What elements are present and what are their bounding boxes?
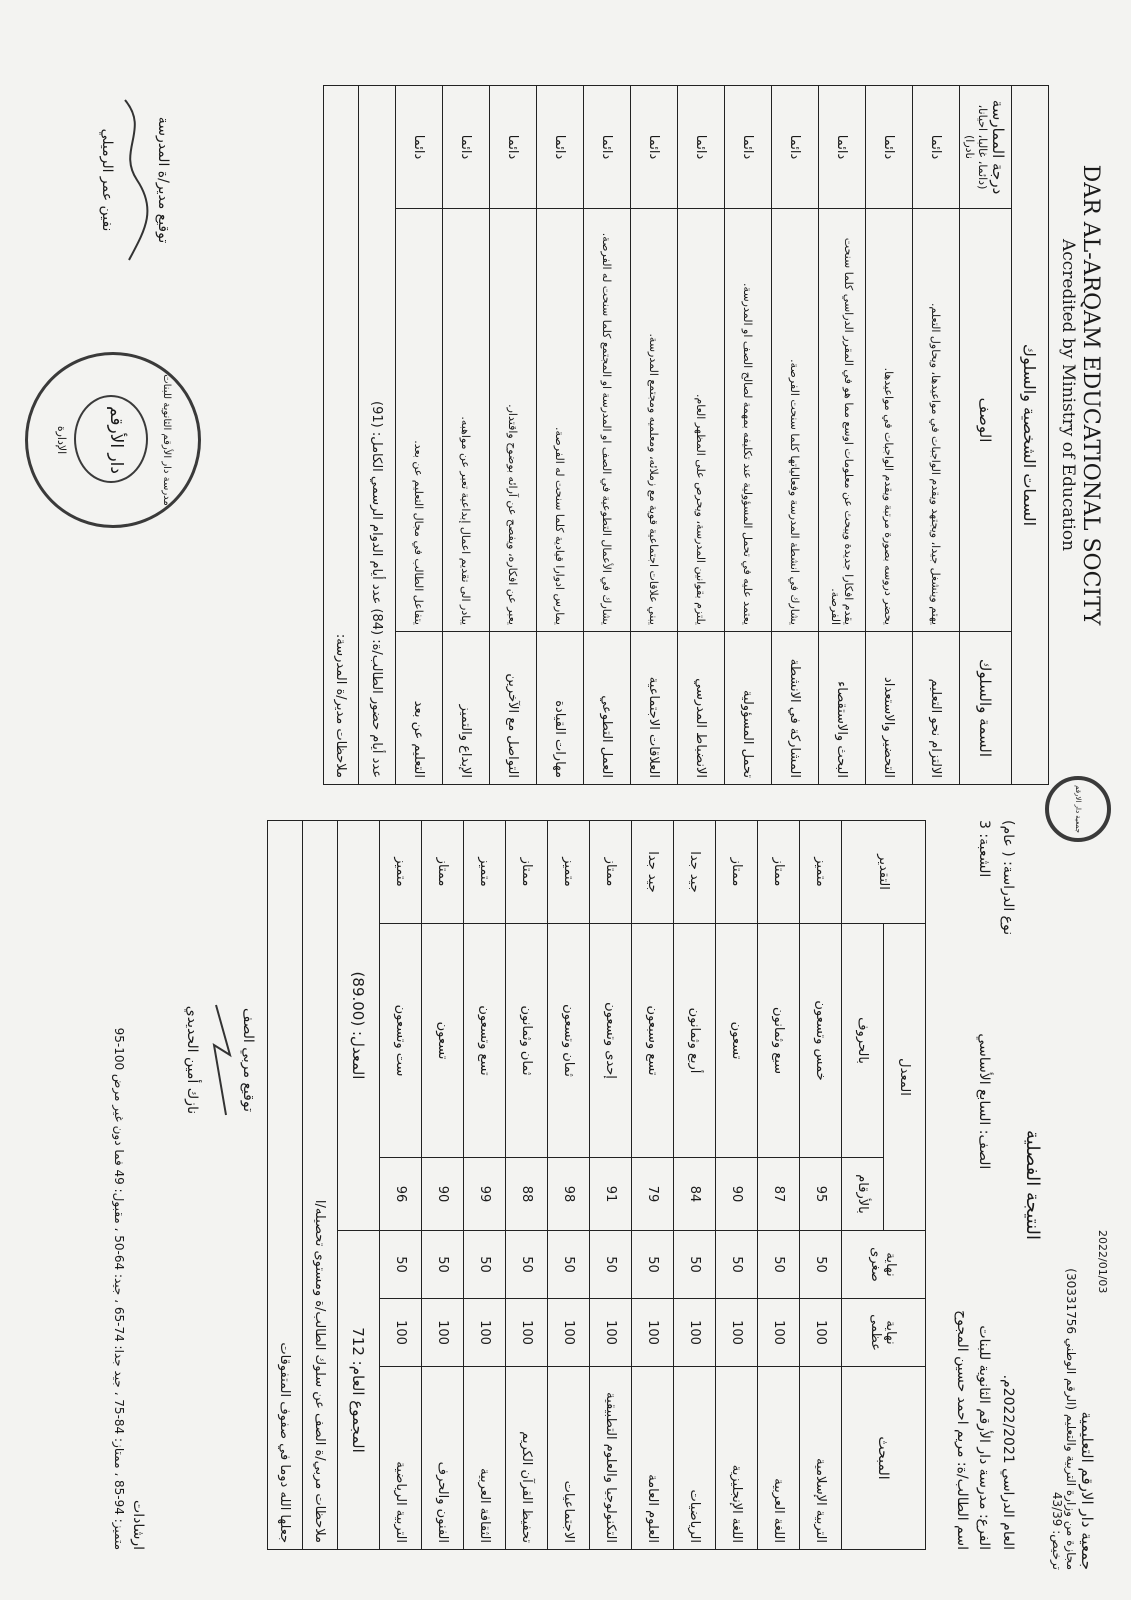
max-cell: 100 [548, 1299, 590, 1367]
grade-cell: متميز [548, 821, 590, 924]
stamp-bottom-text: الإدارة [55, 425, 68, 455]
min-cell: 50 [716, 1231, 758, 1299]
header-en [1058, 95, 1103, 695]
behavior-desc: يعتمد عليه في تحمل المسؤولية عند تكليفه بمهمة لصالح الصف او المدرسة. [725, 209, 772, 632]
grade-cell: جيد جدا [632, 821, 674, 924]
behavior-trait: العمل التطوعي [584, 632, 631, 785]
grade-row [632, 821, 674, 1550]
behavior-desc: يتفاعل الطالب في مجال التعليم عن بعد. [396, 209, 443, 632]
col-subject: المبحث [842, 1367, 926, 1550]
grade-row [380, 821, 422, 1550]
grade-cell: ممتاز [590, 821, 632, 924]
digits-cell: 99 [464, 1158, 506, 1231]
grade-cell: ممتاز [716, 821, 758, 924]
behavior-trait: التواصل مع الآخرين [490, 632, 537, 785]
behavior-degree: دائما [537, 86, 584, 209]
col-max: نهاية عظمى [842, 1299, 926, 1367]
behavior-degree: دائما [772, 86, 819, 209]
behavior-degree: دائما [443, 86, 490, 209]
max-cell: 100 [590, 1299, 632, 1367]
behavior-degree: دائما [678, 86, 725, 209]
behavior-trait: التعليم عن بعد [396, 632, 443, 785]
col-digits: بالأرقام [842, 1158, 884, 1231]
col-degree [960, 86, 1012, 209]
stamp-top-text: مدرسة دار الأرقم الثانوية للبنات [161, 374, 172, 506]
digits-cell: 95 [800, 1158, 842, 1231]
max-cell: 100 [380, 1299, 422, 1367]
max-cell: 100 [674, 1299, 716, 1367]
grade-rows [380, 821, 842, 1550]
behavior-degree: دائما [725, 86, 772, 209]
behavior-desc: يشارك في الأعمال التطوعية في الصف او المدرسة او المجتمع كلما سنحت له الفرصة. [584, 209, 631, 632]
subject-cell: الفنون والحرف [422, 1367, 464, 1550]
col-degree-sub: (دائما، غالبا، احيانا، نادرا) [963, 104, 990, 190]
letters-cell: أربع وثمانون [674, 924, 716, 1158]
signature-scribble-icon [115, 90, 155, 270]
org-name-en: DAR AL-ARQAM EDUCATIONAL SOCITY [1078, 164, 1103, 626]
academic-year: العام الدراسي 2022/2021م. [1000, 1374, 1016, 1550]
behavior-desc: يحضر دروسه بصورة مرتبة ويقدم الواجبات في مواعيدها. [866, 209, 913, 632]
subject-cell: الاجتماعيات [548, 1367, 590, 1550]
letters-cell: إحدى وتسعون [590, 924, 632, 1158]
behavior-degree: دائما [819, 86, 866, 209]
subject-cell: التربية الرياضية [380, 1367, 422, 1550]
behavior-trait: مهارات القيادة [537, 632, 584, 785]
letters-cell: ست وتسعون [380, 924, 422, 1158]
grade-cell: جيد جدا [674, 821, 716, 924]
branch-name: الفرع: مدرسة دار الأرقم الثانوية للبنات [976, 1325, 992, 1550]
min-cell: 50 [380, 1231, 422, 1299]
max-cell: 100 [506, 1299, 548, 1367]
stamp-center-text: دار الأرقم [106, 406, 126, 474]
subject-cell: تحفيظ القرآن الكريم [506, 1367, 548, 1550]
total-score: المجموع العام: 712 [338, 1231, 380, 1550]
behavior-trait: التحضير والاستعداد [866, 632, 913, 785]
digits-cell: 96 [380, 1158, 422, 1231]
digits-cell: 98 [548, 1158, 590, 1231]
letters-cell: تسع وسبعون [632, 924, 674, 1158]
min-cell: 50 [590, 1231, 632, 1299]
subject-cell: التربية الإسلامية [800, 1367, 842, 1550]
behavior-rows [396, 86, 960, 785]
col-letters: بالحروف [842, 924, 884, 1158]
grade-row [422, 821, 464, 1550]
accreditation-ar: مجازة من وزارة التربية والتعليم (الرقم الوطني 30331756) [1064, 1268, 1078, 1570]
min-cell: 50 [758, 1231, 800, 1299]
behavior-row [913, 86, 960, 785]
max-cell: 100 [422, 1299, 464, 1367]
grade-cell: متميز [380, 821, 422, 924]
grade-row [716, 821, 758, 1550]
letters-cell: ثمان وتسعون [548, 924, 590, 1158]
subject-cell: العلوم العامة [632, 1367, 674, 1550]
behavior-degree: دائما [631, 86, 678, 209]
section-number: الشعبة: 3 [976, 820, 992, 878]
behavior-panel [323, 85, 1049, 785]
col-degree-label: درجة الممارسة [989, 99, 1008, 195]
grade-row [800, 821, 842, 1550]
max-cell: 100 [716, 1299, 758, 1367]
behavior-row [819, 86, 866, 785]
grades-table [267, 820, 926, 1550]
school-notes: ملاحظات مدير/ة المدرسة: [324, 86, 359, 785]
behavior-row [725, 86, 772, 785]
grades-panel [954, 820, 1043, 1550]
grades-table-wrap [267, 820, 926, 1550]
behavior-trait: العلاقات الاجتماعية [631, 632, 678, 785]
accreditation-en: Accredited by Ministry of Education [1058, 238, 1078, 552]
grade-row [674, 821, 716, 1550]
grade-row [758, 821, 800, 1550]
behavior-desc: يمارس ادوارا قيادية كلما سنحت له الفرصة. [537, 209, 584, 632]
grade-cell: ممتاز [758, 821, 800, 924]
grade-row [464, 821, 506, 1550]
teacher-signature [184, 950, 256, 1170]
behavior-desc: يشارك في انشطة المدرسة وفعالياتها كلما سنحت الفرصة. [772, 209, 819, 632]
behavior-desc: يعبر عن افكاره، ويفصح عن آرائه بوضوح واقتدار. [490, 209, 537, 632]
behavior-table [323, 85, 1049, 785]
behavior-row [772, 86, 819, 785]
min-cell: 50 [422, 1231, 464, 1299]
teacher-notes-text: جعلها الله دوما في صفوف المتفوقات [268, 821, 303, 1550]
behavior-row [396, 86, 443, 785]
behavior-desc: يهتم وينشغل جيدا، ويجتهد ويقدم الواجبات في مواعيدها، ويحاول التعلم. [913, 209, 960, 632]
letters-cell: تسعون [422, 924, 464, 1158]
subject-cell: التكنولوجيا والعلوم التطبيقية [590, 1367, 632, 1550]
grade-level: الصف: السابع الأساسي [976, 1033, 992, 1170]
behavior-row [631, 86, 678, 785]
col-min: نهاية صغرى [842, 1231, 926, 1299]
min-cell: 50 [674, 1231, 716, 1299]
behavior-trait: الإبداع والتميز [443, 632, 490, 785]
letters-cell: تسع وتسعون [464, 924, 506, 1158]
principal-signature [99, 80, 171, 280]
average-score: المعدل: (89.00) [338, 821, 380, 1231]
behavior-row [443, 86, 490, 785]
teacher-name: نازك أمين الحديدي [184, 1005, 200, 1115]
report-title: النتيجة الفصلية [1022, 1129, 1043, 1240]
digits-cell: 88 [506, 1158, 548, 1231]
grade-cell: ممتاز [506, 821, 548, 924]
min-cell: 50 [464, 1231, 506, 1299]
max-cell: 100 [632, 1299, 674, 1367]
digits-cell: 90 [422, 1158, 464, 1231]
behavior-degree: دائما [396, 86, 443, 209]
behavior-row [537, 86, 584, 785]
col-average: المعدل [884, 924, 926, 1231]
digits-cell: 87 [758, 1158, 800, 1231]
behavior-degree: دائما [866, 86, 913, 209]
behavior-desc: يبني علاقات اجتماعية قوية مع زملائه، ومعلميه ومجتمع المدرسة. [631, 209, 678, 632]
col-trait: السمة والسلوك [960, 632, 1012, 785]
behavior-row [678, 86, 725, 785]
header-date: 2022/01/03 [1096, 1230, 1109, 1294]
org-name-ar: جمعية دار الارقم التعليمية [1078, 1411, 1096, 1570]
license-number: ترخيص: 43/39 [1050, 1491, 1064, 1570]
behavior-row [490, 86, 537, 785]
behavior-trait: الالتزام نحو التعليم [913, 632, 960, 785]
header-ar [1050, 1230, 1109, 1570]
letters-cell: ثمان وثمانون [506, 924, 548, 1158]
grade-row [506, 821, 548, 1550]
behavior-desc: يقدم افكارا جديدة ويبحث عن معلومات اوسع مما هو في المقرر الدراسي كلما سنحت الفرصة. [819, 209, 866, 632]
behavior-row [584, 86, 631, 785]
subject-cell: اللغة العربية [758, 1367, 800, 1550]
max-cell: 100 [464, 1299, 506, 1367]
teacher-notes-label: ملاحظات مربي/ة الصف عن سلوك الطالب/ة ومستوى تحصيله/ا [303, 821, 338, 1550]
behavior-trait: تحمل المسؤولية [725, 632, 772, 785]
max-cell: 100 [758, 1299, 800, 1367]
behavior-degree: دائما [913, 86, 960, 209]
guidance-line: متميز: 94-85 ، ممتاز: 84-75 ، جيد جدا: 74-65 ، جيد: 64-50 ، مقبول: 49 فما دون غير مرض 100-95 [112, 1027, 126, 1550]
logo-text: جمعية دار الارقم [1074, 785, 1082, 833]
study-type: نوع الدراسة: ( عام) [1000, 820, 1016, 936]
subject-cell: اللغة الإنجليزية [716, 1367, 758, 1550]
min-cell: 50 [506, 1231, 548, 1299]
teacher-sign-label: توقيع مربي الصف [240, 1008, 256, 1112]
grade-cell: ممتاز [422, 821, 464, 924]
letters-cell: تسعون [716, 924, 758, 1158]
digits-cell: 91 [590, 1158, 632, 1231]
max-cell: 100 [800, 1299, 842, 1367]
school-stamp [25, 352, 201, 528]
digits-cell: 90 [716, 1158, 758, 1231]
principal-name: نفين عمر الرميلي [99, 128, 115, 232]
behavior-trait: المشاركة في الانشطة [772, 632, 819, 785]
behavior-trait: الانضباط المدرسي [678, 632, 725, 785]
min-cell: 50 [632, 1231, 674, 1299]
grade-row [548, 821, 590, 1550]
subject-cell: الثقافة العربية [464, 1367, 506, 1550]
min-cell: 50 [800, 1231, 842, 1299]
letters-cell: خمس وتسعون [800, 924, 842, 1158]
guidance-block [112, 830, 146, 1550]
behavior-desc: يبادر الى تقديم اعمال إبداعية تعبر عن مواهبه. [443, 209, 490, 632]
behavior-row [866, 86, 913, 785]
min-cell: 50 [548, 1231, 590, 1299]
digits-cell: 84 [674, 1158, 716, 1231]
guidance-label: ارشادات [130, 1500, 146, 1550]
teacher-signature-scribble-icon [204, 985, 240, 1135]
subject-cell: الرياضيات [674, 1367, 716, 1550]
grade-row [590, 821, 632, 1550]
behavior-degree: دائما [490, 86, 537, 209]
principal-signature-mark [115, 80, 155, 280]
attendance-line: عدد أيام حضور الطالب/ة: (84) عدد أيام الدوام الرسمي الكامل: (91) [359, 86, 396, 785]
grade-cell: متميز [800, 821, 842, 924]
behavior-degree: دائما [584, 86, 631, 209]
col-grade: التقدير [842, 821, 926, 924]
grade-cell: متميز [464, 821, 506, 924]
behavior-desc: يلتزم بقوانين المدرسة، ويحرص على المظهر العام. [678, 209, 725, 632]
principal-sign-label: توقيع مدير/ة المدرسة [155, 116, 171, 244]
col-desc: الوصف [960, 209, 1012, 632]
behavior-title: السمات الشخصية والسلوك [1012, 86, 1049, 785]
digits-cell: 79 [632, 1158, 674, 1231]
society-logo [1045, 776, 1111, 842]
behavior-trait: البحث والاستقصاء [819, 632, 866, 785]
letters-cell: سبع وثمانون [758, 924, 800, 1158]
student-name: اسم الطالب/ة: مريم احمد حسين المجوح [954, 1310, 970, 1550]
